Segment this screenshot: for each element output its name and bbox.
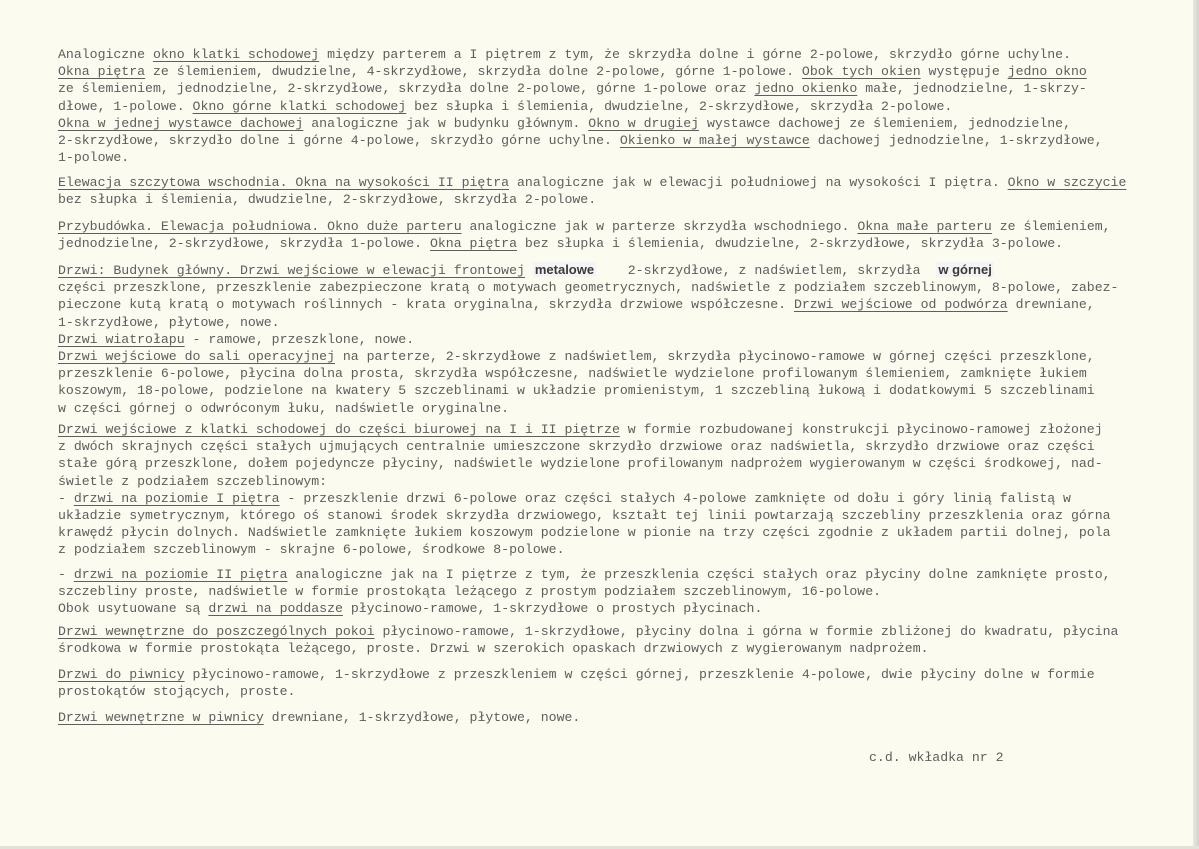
text-segment: Analogiczne [58, 47, 153, 62]
paragraph-doors-main [58, 261, 1158, 417]
paragraph-interior-doors [58, 623, 1158, 657]
text-line [58, 191, 1158, 208]
underlined-heading: Okno górne klatki schodowej [192, 98, 407, 114]
underlined-heading: drzwi na poziomie II piętra [73, 567, 288, 582]
text-line [58, 80, 1158, 97]
text-line [58, 331, 1158, 348]
text-line [58, 46, 1158, 63]
text-segment: drewniane, [1007, 297, 1095, 313]
text-line [58, 63, 1158, 80]
text-line [58, 600, 1158, 617]
text-segment: analogiczne jak w budynku głównym. [303, 115, 589, 131]
text-segment: z dwóch skrajnych części stałych ujmujących centralnie umieszczone skrzydło drzwiowe oraz nadświetla, skrzydło drzwiowe oraz części [58, 439, 1095, 455]
underlined-heading: Okna piętra [58, 64, 146, 80]
text-line [58, 261, 1158, 279]
text-segment: krawędź płycin dolnych. Nadświetle zamknięte łukiem koszowym podzielone w pionie na trzy części zgodnie z układem partii dolnej, pola [58, 525, 1111, 541]
paragraph-east-gable [58, 174, 1158, 208]
text-line [58, 174, 1158, 191]
text-segment: z podziałem szczeblinowym - skrajne 6-polowe, środkowe 8-polowe. [58, 542, 565, 558]
underlined-heading: Okienko w małej wystawce [619, 133, 810, 149]
text-line [58, 507, 1158, 524]
text-segment: ze ślemieniem, [991, 219, 1111, 234]
text-line [58, 314, 1158, 331]
text-segment: dłowe, 1-polowe. [58, 98, 193, 114]
text-line [58, 218, 1158, 235]
text-segment: analogiczne jak w elewacji południowej na wysokości I piętra. [509, 175, 1008, 190]
text-line [58, 524, 1158, 541]
underlined-heading: drzwi na poddasze [208, 601, 343, 617]
underlined-heading: Okna piętra [429, 236, 518, 252]
text-segment: świetle z podziałem szczeblinowym: [58, 473, 328, 489]
text-segment: analogiczne jak na I piętrze z tym, że przeszklenia części stałych oraz płyciny dolne zamknięte prosto, [287, 567, 1111, 582]
inserted-word: metalowe [534, 262, 595, 277]
underlined-heading: Drzwi wewnętrzne do poszczególnych pokoi [58, 624, 375, 639]
text-segment: prostokątów stojących, proste. [58, 684, 296, 700]
text-segment: między parterem a I piętrem z tym, że skrzydła dolne i górne 2-polowe, skrzydło górne uchylne. [319, 47, 1071, 62]
text-segment: ze ślemieniem, jednodzielne, 2-skrzydłowe, skrzydła dolne 2-polowe, górne 1-polowe oraz [58, 81, 755, 97]
paragraph-windows-staircase [58, 46, 1158, 166]
text-line [58, 490, 1158, 507]
text-line [58, 382, 1158, 399]
paragraph-doors-staircase [58, 421, 1158, 559]
underlined-heading: jedno okno [1007, 64, 1087, 80]
paragraph-basement-interior-doors [58, 709, 1158, 726]
text-line [58, 132, 1158, 149]
underlined-heading: Drzwi: Budynek główny. Drzwi wejściowe w elewacji frontowej [58, 263, 525, 278]
text-segment: wystawce dachowej ze ślemieniem, jednodzielne, [699, 115, 1071, 131]
text-line [58, 623, 1158, 640]
text-segment: pieczone kutą kratą o motywach roślinnych - krata oryginalna, skrzydła drzwiowe współczesne. [58, 297, 794, 313]
text-segment: bez słupka i ślemienia, dwudzielne, 2-skrzydłowe, skrzydła 2-polowe. [406, 98, 953, 114]
text-segment: płycinowo-ramowe, 1-skrzydłowe, płyciny dolna i górna w formie zbliżonej do kwadratu, płycina [374, 624, 1119, 639]
text-segment: bez słupka i ślemienia, dwudzielne, 2-skrzydłowe, skrzydła 2-polowe. [58, 192, 597, 208]
text-segment: - przeszklenie drzwi 6-polowe oraz części stałych 4-polowe zamknięte od dołu i góry linią falistą w [279, 490, 1071, 506]
underlined-heading: Obok tych okien [801, 64, 921, 80]
text-segment: płycinowo-ramowe, 1-skrzydłowe o prostych płycinach. [342, 601, 763, 617]
text-line [58, 566, 1158, 583]
text-line [58, 541, 1158, 558]
text-line [58, 473, 1158, 490]
text-segment: części przeszklone, przeszklenie zabezpieczone kratą o motywach geometrycznych, nadświetle z podziałem szczeblinowym, 8-polowe, zabez- [58, 280, 1119, 296]
text-line [58, 709, 1158, 726]
text-segment: 1-skrzydłowe, płytowe, nowe. [58, 314, 280, 330]
text-line [58, 421, 1158, 438]
text-segment: na parterze, 2-skrzydłowe z nadświetlem, skrzydła płycinowo-ramowe w górnej części przeszklone, [334, 349, 1095, 365]
text-line [58, 348, 1158, 365]
text-segment: drewniane, 1-skrzydłowe, płytowe, nowe. [263, 710, 581, 725]
text-segment: występuje [920, 64, 1008, 80]
continuation-note: c.d. wkładka nr 2 [869, 750, 1004, 765]
underlined-heading: Okna małe parteru [857, 219, 992, 234]
text-line [58, 640, 1158, 657]
text-line [58, 115, 1158, 132]
text-segment: analogiczne jak w parterze skrzydła wschodniego. [461, 219, 858, 234]
underlined-heading: Elewacja szczytowa wschodnia. Okna na wysokości II piętra [58, 175, 510, 190]
text-segment: 1-polowe. [58, 150, 130, 166]
underlined-heading: Przybudówka. Elewacja południowa. Okno duże parteru [58, 219, 462, 234]
underlined-heading: Okno w drugiej [588, 115, 700, 131]
underlined-heading: Okna w jednej wystawce dachowej [58, 115, 304, 131]
text-segment: w części górnej o odwróconym łuku, nadświetle oryginalne. [58, 400, 510, 416]
underlined-heading: okno klatki schodowej [152, 47, 320, 62]
text-line [58, 455, 1158, 472]
underlined-heading: jedno okienko [754, 81, 858, 97]
underlined-heading: Drzwi wewnętrzne w piwnicy [58, 710, 264, 725]
text-line [58, 98, 1158, 115]
text-segment: 2-skrzydłowe, skrzydło dolne i górne 4-polowe, skrzydło górne uchylne. [58, 133, 620, 149]
text-line [58, 666, 1158, 683]
text-line [58, 235, 1158, 252]
text-line [58, 683, 1158, 700]
text-segment: małe, jednodzielne, 1-skrzy- [857, 81, 1087, 97]
text-segment: płycinowo-ramowe, 1-skrzydłowe z przeszkleniem w części górnej, przeszklenie 4-polowe, dwie płyciny dolne w formie [184, 667, 1095, 682]
text-segment: - ramowe, przeszklone, nowe. [184, 331, 415, 347]
underlined-heading: Drzwi wejściowe od podwórza [793, 297, 1008, 313]
paragraph-basement-doors [58, 666, 1158, 700]
text-line [58, 296, 1158, 313]
underlined-heading: Okno w szczycie [1007, 175, 1127, 190]
text-line [58, 400, 1158, 417]
text-line [58, 149, 1158, 166]
underlined-heading: Drzwi do piwnicy [58, 667, 185, 682]
text-segment: jednodzielne, 2-skrzydłowe, skrzydła 1-polowe. [58, 236, 430, 252]
text-segment: 2-skrzydłowe, z nadświetlem, skrzydła [596, 263, 937, 278]
text-segment [525, 263, 533, 278]
underlined-heading: Drzwi wiatrołapu [58, 331, 185, 347]
underlined-heading: drzwi na poziomie I piętra [73, 490, 280, 506]
underlined-heading: Drzwi wejściowe z klatki schodowej do części biurowej na I i II piętrze [58, 422, 620, 437]
paper-edge [1193, 0, 1199, 849]
text-segment: koszowym, 18-polowe, podzielone na kwatery 5 szczeblinami w układzie promienistym, 1 szczebliną łukową i dodatkowymi 5 szczeblinami [58, 383, 1095, 399]
text-segment: ze ślemieniem, dwudzielne, 4-skrzydłowe, skrzydła dolne 2-polowe, górne 1-polowe. [145, 64, 802, 80]
text-segment: w formie rozbudowanej konstrukcji płycinowo-ramowej złożonej [619, 422, 1103, 437]
inserted-word: w górnej [938, 262, 992, 277]
text-segment: przeszklenie 6-polowe, płycina dolna prosta, skrzydła współczesne, nadświetle wydzielone profilowanym ślemieniem, zamknięte łukiem [58, 366, 1087, 382]
text-segment: szczebliny proste, nadświetle w formie prostokąta leżącego z prostym podziałem szczeblinowym, 16-polowe. [58, 584, 882, 600]
text-segment: - [58, 490, 74, 506]
text-line [58, 583, 1158, 600]
text-line [58, 365, 1158, 382]
text-segment: dachowej jednodzielne, 1-skrzydłowe, [809, 133, 1103, 149]
paragraph-doors-second-floor [58, 566, 1158, 618]
text-segment: układzie symetrycznym, którego oś stanowi środek skrzydła drzwiowego, kształt tej linii powtarzają szczebliny przeszklenia oraz górna [58, 508, 1111, 524]
text-segment: - [58, 567, 74, 582]
paragraph-annex-south [58, 218, 1158, 252]
underlined-heading: Drzwi wejściowe do sali operacyjnej [58, 349, 335, 365]
text-segment: Obok usytuowane są [58, 601, 209, 617]
text-segment: środkowa w formie prostokąta leżącego, proste. Drzwi w szerokich opaskach drzwiowych z wygierowanym nadprożem. [58, 641, 929, 657]
text-line [58, 279, 1158, 296]
text-segment: bez słupka i ślemienia, dwudzielne, 2-skrzydłowe, skrzydła 3-polowe. [517, 236, 1064, 252]
text-line [58, 438, 1158, 455]
text-segment: stałe górą przeszklone, dołem pojedyncze płyciny, nadświetle wydzielone profilowanym nadprożem wygierowanym w części środkowej, nad- [58, 456, 1103, 472]
